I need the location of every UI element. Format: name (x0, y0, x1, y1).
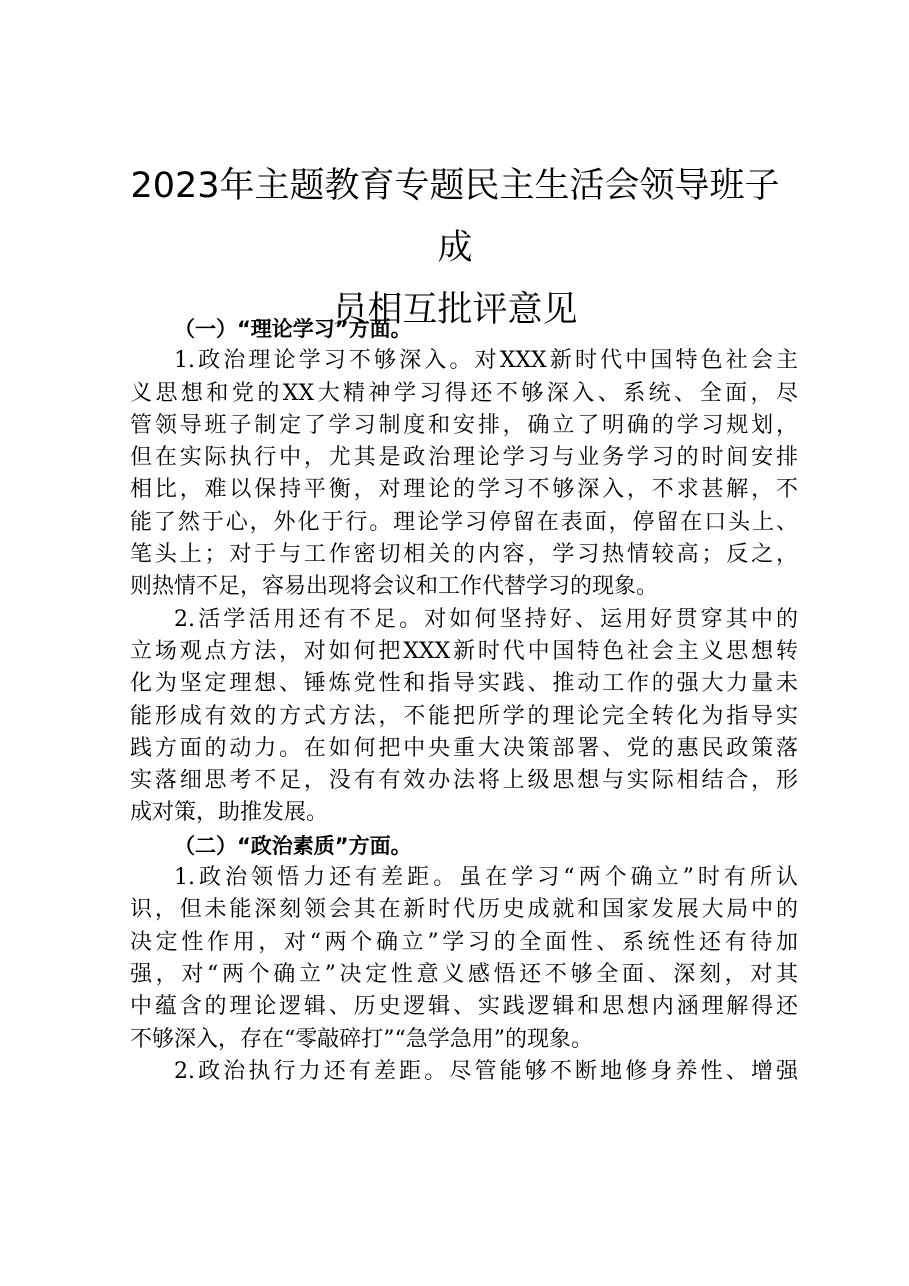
paragraph-line: 1.政治理论学习不够深入。对XXX新时代中国特色社会主 (174, 348, 798, 374)
title-line-2: 员相互批评意见 (332, 290, 578, 330)
paragraph-line: 决定性作用，对“两个确立”学习的全面性、系统性还有待加 (130, 929, 798, 955)
paragraph-line: 成对策，助推发展。 (130, 800, 329, 826)
paragraph-line: 能了然于心，外化于行。理论学习停留在表面，停留在口头上、 (130, 509, 798, 535)
title-line-1: 2023年主题教育专题民主生活会领导班子成 (130, 166, 780, 268)
paragraph-line: 不够深入，存在“零敲碎打”“急学急用”的现象。 (130, 1026, 593, 1052)
paragraph-line: 识，但未能深刻领会其在新时代历史成就和国家发展大局中的 (130, 897, 798, 923)
paragraph-line: 但在实际执行中，尤其是政治理论学习与业务学习的时间安排 (130, 445, 798, 471)
paragraph-line: 立场观点方法，对如何把XXX新时代中国特色社会主义思想转 (130, 638, 798, 664)
paragraph-line: 中蕴含的理论逻辑、历史逻辑、实践逻辑和思想内涵理解得还 (130, 994, 798, 1020)
paragraph-line: 笔头上；对于与工作密切相关的内容，学习热情较高；反之， (130, 542, 798, 568)
paragraph-line: 化为坚定理想、锤炼党性和指导实践、推动工作的强大力量未 (130, 671, 798, 697)
document-body (130, 313, 798, 1088)
paragraph-line: 2.政治执行力还有差距。尽管能够不断地修身养性、增强 (174, 1058, 798, 1084)
paragraph-line: 1.政治领悟力还有差距。虽在学习“两个确立”时有所认 (174, 865, 798, 891)
paragraph-line: 实落细思考不足，没有有效办法将上级思想与实际相结合，形 (130, 768, 798, 794)
paragraph-line: 强，对“两个确立”决定性意义感悟还不够全面、深刻，对其 (130, 961, 798, 987)
paragraph-line: 相比，难以保持平衡，对理论的学习不够深入，不求甚解，不 (130, 477, 798, 503)
section-heading: （一）“理论学习”方面。 (174, 317, 412, 341)
paragraph-line: 义思想和党的XX大精神学习得还不够深入、系统、全面，尽 (130, 380, 798, 406)
paragraph-line: 能形成有效的方式方法，不能把所学的理论完全转化为指导实 (130, 703, 798, 729)
paragraph-line: 则热情不足，容易出现将会议和工作代替学习的现象。 (130, 574, 659, 600)
paragraph-line: 践方面的动力。在如何把中央重大决策部署、党的惠民政策落 (130, 735, 798, 761)
section-heading: （二）“政治素质”方面。 (174, 833, 412, 858)
paragraph-line: 管领导班子制定了学习制度和安排，确立了明确的学习规划， (130, 412, 798, 438)
paragraph-line: 2.活学活用还有不足。对如何坚持好、运用好贯穿其中的 (174, 606, 798, 632)
